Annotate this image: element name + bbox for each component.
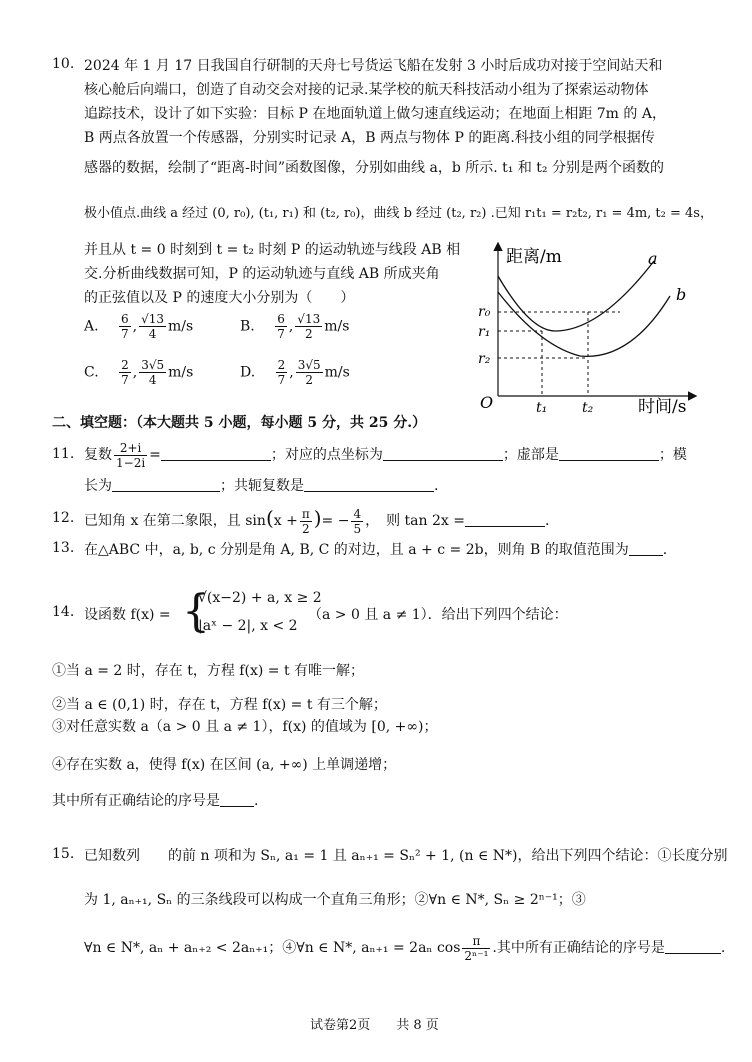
option-b-v-den: 2 [304,327,313,341]
q14-case-1: √(x−2) + a, x ≥ 2 [198,590,322,606]
curve-a-label: a [648,249,658,268]
option-b-label: B. [240,318,255,335]
q10-line-1: 2024 年 1 月 17 日我国自行研制的天舟七号货运飞船在发射 3 小时后成功对接于空间站天和 [84,58,663,74]
q15-line-3a: ∀n ∈ N*, aₙ + aₙ₊₂ < 2aₙ₊₁；④∀n ∈ N*, aₙ₊₁ = 2aₙ cos [84,940,461,956]
q12-inner: x + [273,513,298,529]
q14-end: . [254,793,259,809]
q11-den: 1−2i [116,455,146,470]
x-axis-label: 时间/s [638,397,687,416]
option-c-sin-den: 7 [121,373,129,387]
q11-prefix: 复数 [84,447,112,463]
q15-den: 2ⁿ⁻¹ [464,948,489,963]
option-d-sin-num: 2 [277,358,286,372]
q15-line-2: 为 1, aₙ₊₁, Sₙ 的三条线段可以构成一个直角三角形；②∀n ∈ N*, Sₙ ≥ 2ⁿ⁻¹；③ [84,892,586,908]
option-c[interactable]: C. $\frac{2}{7}$ , $\frac{3√5}{4}$ m/s [84,358,194,387]
q11-t3: ；模 [658,447,687,463]
q13-end: . [662,542,668,558]
option-c-sin-num: 2 [121,358,129,372]
option-b-sin-den: 7 [277,327,285,341]
curve-a [498,261,654,331]
q14-number: 14. [52,604,75,620]
t2-tick: t₂ [582,400,594,416]
option-d[interactable]: D. $\frac{2}{7}$ , $\frac{3√5}{2}$ m/s [240,358,350,387]
q13-number: 13. [52,540,75,556]
r2-tick: r₂ [478,351,491,367]
q10-line-4: B 两点各放置一个传感器，分别实时记录 A，B 两点与物体 P 的距离.科技小组的同学根据传 [84,130,655,146]
q11-blank-4[interactable] [112,477,220,492]
q12-four: 4 [353,506,362,521]
option-a-v-num: √13 [141,312,165,326]
q12-pi: π [301,506,310,521]
q11-end: . [434,478,439,494]
option-d-v-den: 2 [305,373,314,387]
q10-line-3: 追踪技术，设计了如下实验：目标 P 在地面轨道上做匀速直线运动；在地面上相距 7m 的 A， [84,106,666,122]
q12-text-2: ， 则 tan 2x = [365,513,465,529]
q14-conclusion-4: ④存在实数 a，使得 f(x) 在区间 (a, +∞) 上单调递增； [52,757,397,773]
curve-b-label: b [676,285,687,304]
q15-number: 15. [52,846,75,862]
q10-line-6: 极小值点.曲线 a 经过 (0, r₀), (t₁, r₁) 和 (t₂, r₀)，曲线 b 经过 (t₂, r₂) .已知 r₁t₁ = r₂t₂, r₁ = 4m, t₂ = 4s， [84,206,713,221]
q10-line-8: 交.分析曲线数据可知，P 的运动轨迹与直线 AB 所成夹角 [84,266,440,282]
q14-condition: （a > 0 且 a ≠ 1）．给出下列四个结论： [308,607,568,623]
option-c-v-den: 4 [148,373,157,387]
q10-line-2: 核心舱后向端口，创造了自动交会对接的记录.某学校的航天科技活动小组为了探索运动物体 [84,82,649,98]
q10-line-5: 感器的数据，绘制了“距离-时间”函数图像，分别如曲线 a，b 所示. t₁ 和 t₂ 分别是两个函数的 [84,160,664,176]
option-c-unit: m/s [168,364,194,381]
q14-blank[interactable] [220,792,254,807]
q15-end: . [720,940,726,956]
q11-blank-3[interactable] [559,446,659,461]
q11-eq: = [149,447,161,463]
option-b-v-num: √13 [297,312,321,326]
q13-blank[interactable] [629,541,663,556]
option-a-sin-num: 6 [121,312,129,326]
q11-blank-1[interactable] [161,446,271,461]
r1-tick: r₁ [478,324,491,340]
t1-tick: t₁ [536,400,548,416]
option-b[interactable]: B. $\frac{6}{7}$ , $\frac{√13}{2}$ m/s [240,312,350,341]
q14-brace: { [182,586,210,637]
q14-case-2: |aˣ − 2|, x < 2 [198,618,298,634]
q12-end: . [544,513,550,529]
option-d-label: D. [240,364,256,381]
q12-five: 5 [353,521,362,536]
q14-prefix: 设函数 f(x) = [84,607,171,623]
option-a-label: A. [84,318,99,335]
option-a-sin-den: 7 [121,327,129,341]
q12-sin: sin [245,513,266,529]
q14-ask-line [52,790,258,810]
option-b-sin-num: 6 [277,312,285,326]
q12-number: 12. [52,510,75,526]
q14-conclusion-2: ②当 a ∈ (0,1) 时，存在 t，方程 f(x) = t 有三个解； [52,697,387,713]
q11-blank-5[interactable] [304,477,434,492]
origin-label: O [480,393,494,412]
q15-line-3b: .其中所有正确结论的序号是 [492,940,665,956]
q10-line-9: 的正弦值以及 P 的速度大小分别为（ ） [84,290,355,306]
option-d-sin-den: 7 [277,373,286,387]
q15-pi: π [462,934,490,949]
option-d-v-num: 3√5 [297,358,321,372]
q12-text-1: 已知角 x 在第二象限，且 [84,513,241,529]
q13-text: 在△ABC 中，a, b, c 分别是角 A, B, C 的对边，且 a + c = 2b，则角 B 的取值范围为 [84,542,629,558]
q10-number: 10. [52,56,75,72]
q15-line-3 [84,932,725,964]
option-d-unit: m/s [324,364,350,381]
q11-t2: ；虚部是 [502,447,559,463]
q15-line-1: 已知数列 的前 n 项和为 Sₙ, a₁ = 1 且 aₙ₊₁ = Sₙ² + 1, (n ∈ N*)，给出下列四个结论：①长度分别 [84,848,728,864]
y-axis-label: 距离/m [506,247,562,267]
q12-two: 2 [301,521,310,536]
q11-t1: ；对应的点坐标为 [270,447,383,463]
section-2-title: 二、填空题：（本大题共 5 小题，每小题 5 分，共 25 分.） [52,415,427,431]
q11-blank-2[interactable] [383,446,503,461]
q12-eq: = − [321,513,350,529]
q11-number: 11. [52,446,75,462]
page-footer: 试卷第2页 共 8 页 [310,1018,439,1033]
q11-num: 2+i [114,441,147,456]
q14-conclusion-3: ③对任意实数 a（a > 0 且 a ≠ 1），f(x) 的值域为 [0, +∞)； [52,719,438,735]
distance-time-graph [470,236,710,416]
q11-t4: 长为 [84,478,112,494]
q13-line [84,540,667,560]
q12-blank[interactable] [465,512,545,527]
option-a-unit: m/s [168,318,194,335]
q11-line-1 [84,440,687,470]
option-c-label: C. [84,364,99,381]
q15-blank[interactable] [665,939,721,954]
q14-conclusion-1: ①当 a = 2 时，存在 t，方程 f(x) = t 有唯一解； [52,663,365,679]
option-a[interactable]: A. $\frac{6}{7}$ , $\frac{√13}{4}$ m/s [84,312,194,341]
option-a-v-den: 4 [148,327,157,341]
q10-line-7: 并且从 t = 0 时刻到 t = t₂ 时刻 P 的运动轨迹与线段 AB 相 [84,242,461,258]
q14-ask: 其中所有正确结论的序号是 [52,793,220,809]
q12-line: 已知角 x 在第二象限，且 sin(x + $\frac{\pi}{2}$ )= − $\frac{4}{5}$ ， 则 tan 2x = . [84,506,550,536]
option-b-unit: m/s [324,318,350,335]
option-c-v-num: 3√5 [141,358,165,372]
q11-t5: ；共轭复数是 [220,478,304,494]
r0-tick: r₀ [478,304,491,320]
q11-line-2 [84,476,438,496]
